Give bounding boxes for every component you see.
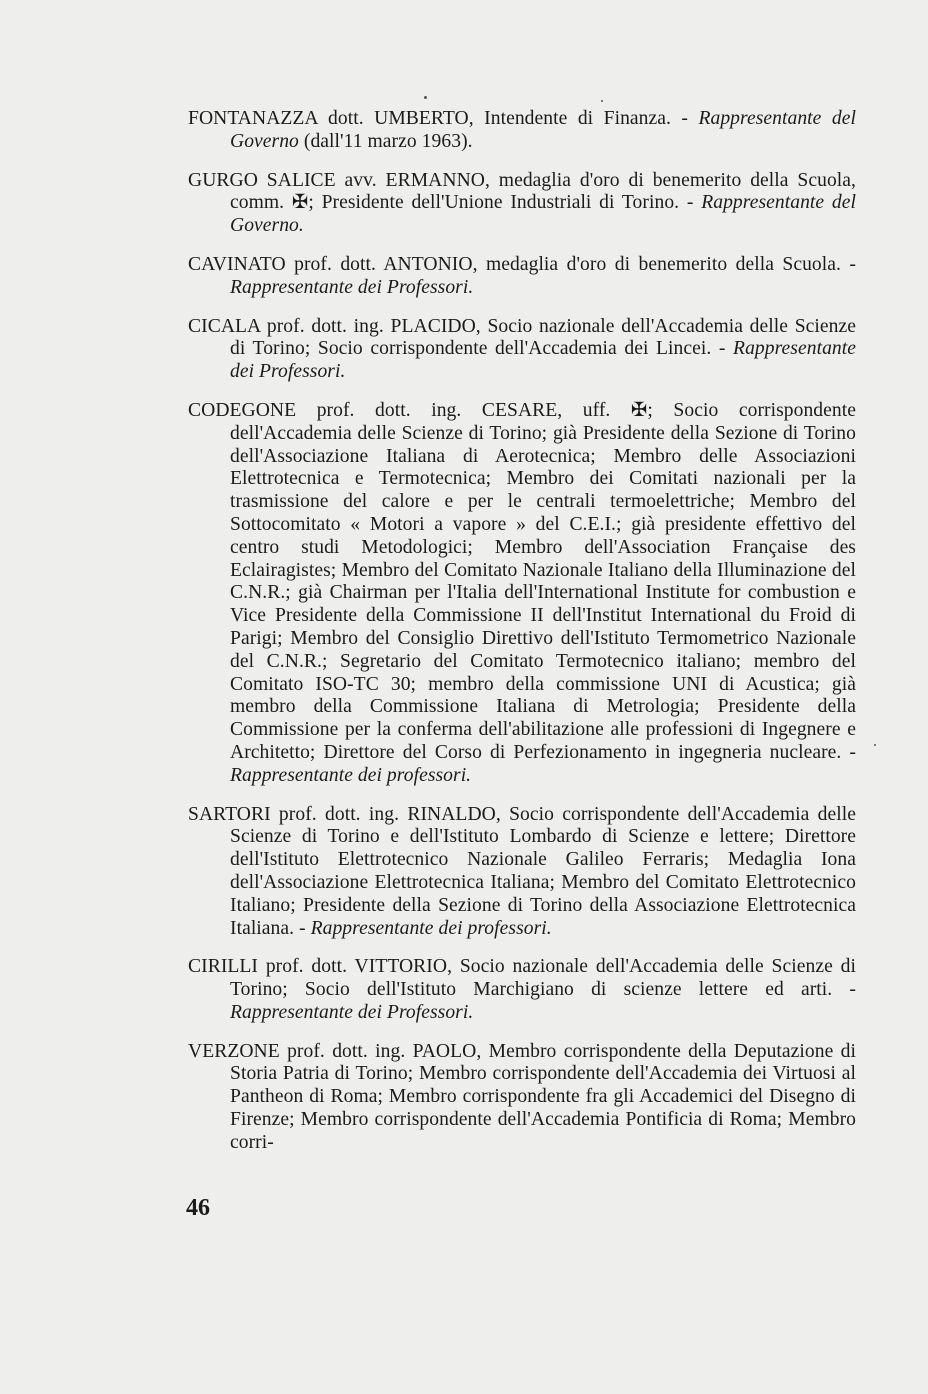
list-item [188, 316, 856, 384]
entry-text: FONTANAZZA dott. UMBERTO, Intendente di Finanza. - [188, 108, 699, 129]
list-item [188, 1041, 856, 1155]
list-item [188, 254, 856, 300]
dust-speck [601, 100, 603, 102]
list-item [188, 400, 856, 788]
list-item [188, 108, 856, 154]
list-item [188, 956, 856, 1024]
entry-text: CAVINATO prof. dott. ANTONIO, medaglia d'oro di benemerito della Scuola. - [188, 253, 856, 275]
entry-text: CIRILLI prof. dott. VITTORIO, Socio nazionale dell'Accademia delle Scienze di Torino; Socio dell'Istituto Marchigiano di scienze lettere ed arti. - [188, 956, 856, 1001]
entry-role: Rappresentante del Governo [230, 108, 856, 152]
member-list [188, 108, 856, 1171]
entry-role: Rappresentante dei Professori. [230, 276, 474, 298]
list-item [188, 804, 856, 941]
entry-text: CODEGONE prof. dott. ing. CESARE, uff. ✠; Socio corrispondente dell'Accademia delle Scienze di Torino; già Presidente della Sezione di Torino dell'Associazione Italiana di Aerotecnica; Membro delle Associazioni Elettrotecnica e Termotecnica; Membro dei Comitati nazionali per la trasmissione del calore e per le centrali termoelettriche; Membro del Sottocomitato « Motori a vapore » del C.E.I.; già presidente effettivo del centro studi Metodologici; Membro dell'Association Française des Eclairagistes; Membro del Comitato Nazionale Italiano della Illuminazione del C.N.R.; già Chairman per l'Italia dell'International Institute for combustion e Vice Presidente della Commissione II dell'Institut International du Froid di Parigi; Membro del Consiglio Direttivo dell'Istituto Termometrico Nazionale del C.N.R.; Segretario del Comitato Termotecnico italiano; membro del Comitato ISO-TC 30; membro della commissione UNI di Acustica; già membro della Commissione Italiana di Metrologia; Presidente della Commissione per la conferma dell'abilitazione alle professioni di Ingegnere e Architetto; Direttore del Corso di Perfezionamento in ingegneria nucleare. - [188, 399, 856, 763]
entry-role: Rappresentante dei Professori. [230, 338, 856, 383]
entry-text: GURGO SALICE avv. ERMANNO, medaglia d'oro di benemerito della Scuola, comm. ✠; Presidente dell'Unione Industriali di Torino. - [188, 169, 856, 214]
entry-role: Rappresentante dei Professori. [230, 1001, 474, 1023]
entry-role: Rappresentante dei professori. [310, 917, 552, 939]
entry-tail: (dall'11 marzo 1963). [298, 130, 473, 152]
list-item [188, 170, 856, 238]
entry-text: SARTORI prof. dott. ing. RINALDO, Socio corrispondente dell'Accademia delle Scienze di Torino e dell'Istituto Lombardo di Scienze e lettere; Direttore dell'Istituto Elettrotecnico Nazionale Galileo Ferraris; Medaglia Iona dell'Associazione Elettrotecnica Italiana; Membro del Comitato Elettrotecnico Italiano; Presidente della Sezione di Torino della Associazione Elettrotecnica Italiana. - [188, 803, 856, 939]
dust-speck [424, 96, 427, 99]
page-number: 46 [186, 1195, 210, 1221]
entry-text: VERZONE prof. dott. ing. PAOLO, Membro corrispondente della Deputazione di Storia Patria di Torino; Membro corrispondente dell'Accademia dei Virtuosi al Pantheon di Roma; Membro corrispondente fra gli Accademici del Disegno di Firenze; Membro corrispondente dell'Accademia Pontificia di Roma; Membro corri- [188, 1040, 856, 1153]
dust-speck [874, 744, 876, 746]
entry-role: Rappresentante dei professori. [230, 764, 472, 786]
entry-role: Rappresentante del Governo. [230, 192, 856, 237]
entry-text: CICALA prof. dott. ing. PLACIDO, Socio nazionale dell'Accademia delle Scienze di Torino; Socio corrispondente dell'Accademia dei Lincei. - [188, 315, 856, 360]
